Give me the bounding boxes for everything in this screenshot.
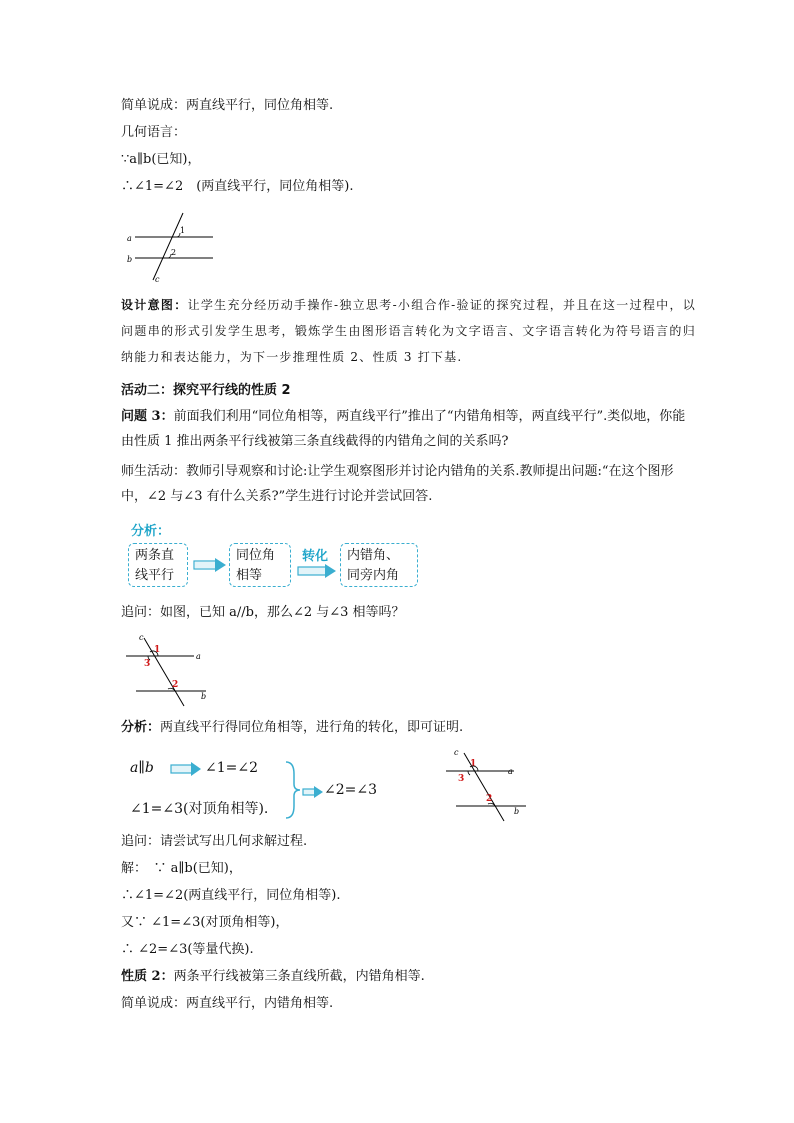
flow-arrow-2	[297, 563, 337, 579]
therefore-line: ∴∠1=∠2 (两直线平行，同位角相等).	[121, 179, 354, 194]
fig3-label-c: c	[454, 748, 459, 757]
teacher-activity: 师生活动：教师引导观察和讨论:让学生观察图形并讨论内错角的关系.教师提出问题:“在这个图形中，∠2 与∠3 有什么关系?”学生进行讨论并尝试回答.	[121, 464, 674, 504]
followup-question-1: 追问：如图，已知 a//b，那么∠2 与∠3 相等吗？	[121, 605, 405, 620]
fig1-label-a: a	[127, 234, 132, 243]
reasoning-brace	[282, 760, 302, 820]
reasoning-result: ∠2=∠3	[324, 782, 378, 798]
fig3-label-2: 2	[486, 794, 493, 804]
because-line: ∵a∥b(已知)，	[121, 152, 201, 167]
flow-box1-line2: 线平行	[135, 568, 175, 583]
figure-parallel-lines-3	[442, 745, 542, 825]
figure-parallel-lines-1	[125, 210, 235, 290]
flow-analysis-label: 分析：	[131, 524, 171, 539]
analysis2-label: 分析：	[121, 720, 161, 735]
property2	[121, 968, 425, 986]
activity2-title: 活动二：探究平行线的性质 2	[121, 383, 291, 398]
flow-convert-label: 转化	[302, 549, 329, 564]
fig3-label-a: a	[508, 767, 513, 776]
fig2-label-1: 1	[154, 645, 161, 655]
flow-box1-line1: 两条直	[135, 548, 175, 563]
reasoning-line1-right: ∠1=∠2	[205, 760, 259, 776]
flow-box2-line1: 同位角	[236, 548, 276, 563]
flow-box-corresponding	[229, 543, 291, 587]
design-intent-text: 让学生充分经历动手操作-独立思考-小组合作-验证的探究过程，并且在这一过程中，以问题串的形式引发学生思考，锻炼学生由图形语言转化为文字语言、文字语言转化为符号语言的归纳能力和表达能力，为下一步推理性质 2、性质 3 打下基.	[121, 298, 696, 364]
figure-parallel-lines-2	[122, 630, 222, 710]
geo-language-label: 几何语言：	[121, 125, 187, 140]
question3-label: 问题 3：	[121, 409, 174, 424]
property2-label: 性质 2：	[121, 969, 174, 984]
flow-box3-line1: 内错角、	[347, 548, 400, 563]
fig1-label-b: b	[127, 255, 133, 264]
fig1-label-2: 2	[171, 248, 177, 257]
fig2-label-3: 3	[144, 659, 151, 669]
design-intent-label: 设计意图：	[121, 298, 188, 312]
simple-statement-2: 简单说成：两直线平行，内错角相等.	[121, 996, 334, 1011]
fig2-label-a: a	[196, 652, 201, 661]
flow-arrow-1	[193, 557, 227, 573]
flow-box-parallel	[128, 543, 188, 587]
fig3-label-3: 3	[458, 774, 465, 784]
simple-statement-1: 简单说成：两直线平行，同位角相等.	[121, 98, 334, 113]
fig2-label-c: c	[139, 633, 144, 642]
fig3-label-b: b	[514, 807, 520, 816]
flow-box-alternate	[340, 543, 418, 587]
flow-box2-line2: 相等	[236, 568, 263, 583]
design-intent	[121, 292, 696, 370]
analysis2-text: 两直线平行得同位角相等，进行角的转化，即可证明.	[160, 720, 464, 735]
reasoning-line1-left: a∥b	[130, 760, 154, 776]
question3-text: 前面我们利用“同位角相等，两直线平行”推出了“内错角相等，两直线平行”.类似地，你能由性质 1 推出两条平行线被第三条直线截得的内错角之间的关系吗?	[121, 409, 686, 449]
solution-line-3: 又∵ ∠1=∠3(对顶角相等)，	[121, 915, 289, 930]
followup-question-2: 追问：请尝试写出几何求解过程.	[121, 834, 308, 849]
reasoning-line2: ∠1=∠3(对顶角相等).	[130, 801, 269, 817]
fig2-label-2: 2	[172, 680, 179, 690]
flow-box3-line2: 同旁内角	[347, 568, 400, 583]
property2-text: 两条平行线被第三条直线所截，内错角相等.	[173, 969, 425, 984]
solution-line-2: ∴∠1=∠2(两直线平行，同位角相等).	[121, 888, 341, 903]
fig2-label-b: b	[201, 692, 207, 701]
question3	[121, 404, 696, 454]
fig1-label-1: 1	[180, 226, 186, 235]
fig3-label-1: 1	[470, 759, 477, 769]
solution-line-4: ∴ ∠2=∠3(等量代换).	[121, 942, 254, 957]
solution-line-1: 解： ∵ a∥b(已知)，	[121, 861, 242, 876]
reasoning-arrow-2	[302, 786, 324, 798]
reasoning-arrow-1	[170, 762, 202, 776]
fig1-label-c: c	[155, 275, 160, 284]
analysis2	[121, 719, 463, 737]
